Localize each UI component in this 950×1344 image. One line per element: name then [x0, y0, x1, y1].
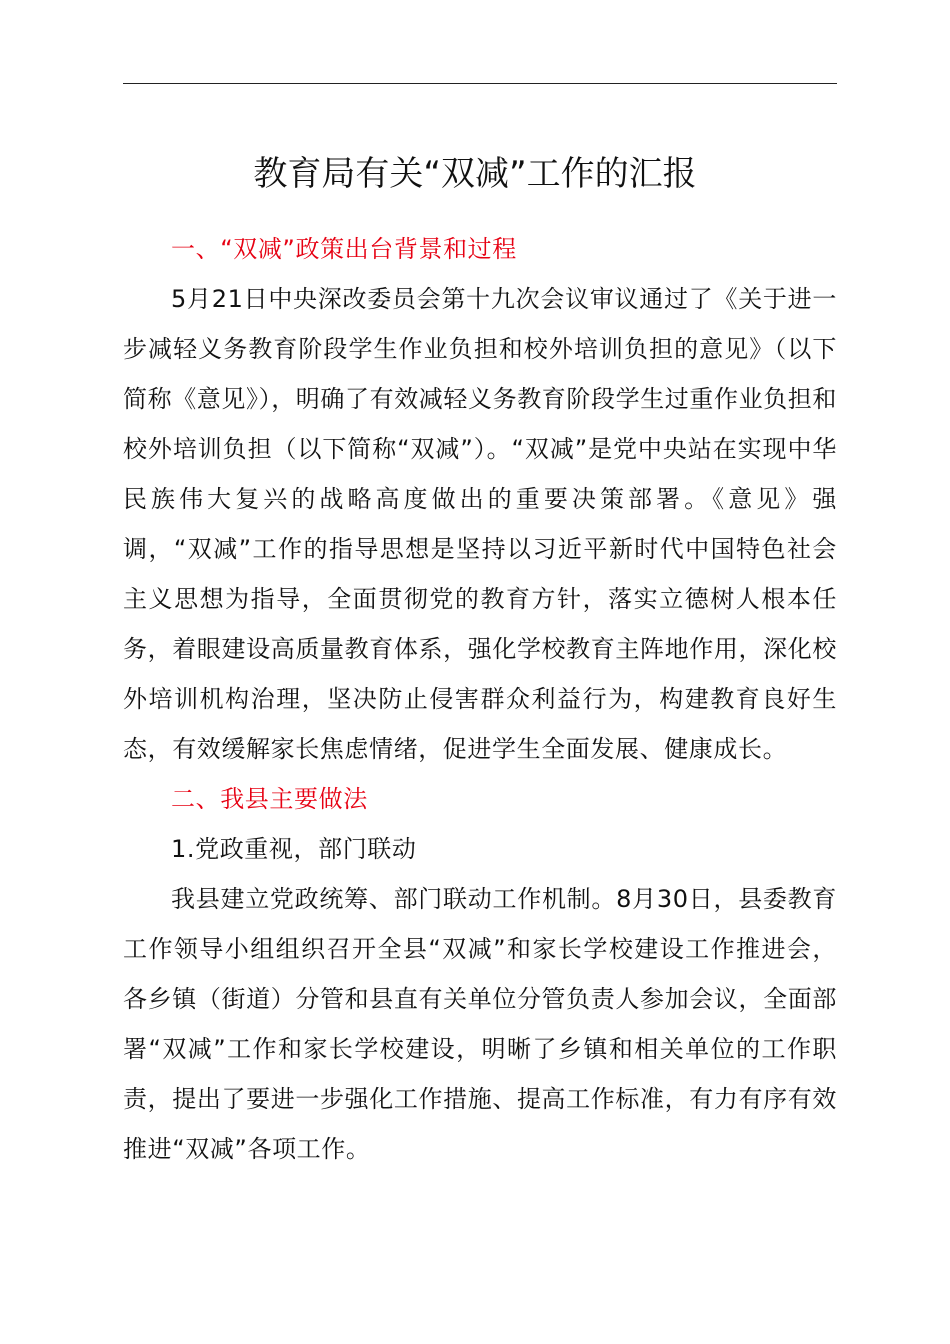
paragraph-measures: 我县建立党政统筹、部门联动工作机制。8月30日，县委教育工作领导小组组织召开全县“双减”和家长学校建设工作推进会，各乡镇（街道）分管和县直有关单位分管负责人参加会议，全面部署“双减”工作和家长学校建设，明晰了乡镇和相关单位的工作职责，提出了要进一步强化工作措施、提高工作标准，有力有序有效推进“双减”各项工作。 — [123, 885, 837, 1163]
paragraph-background: 5月21日中央深改委员会第十九次会议审议通过了《关于进一步减轻义务教育阶段学生作业负担和校外培训负担的意见》（以下简称《意见》），明确了有效减轻义务教育阶段学生过重作业负担和校外培训负担（以下简称“双减”）。“双减”是党中央站在实现中华民族伟大复兴的战略高度做出的重要决策部署。《意见》强调，“双减”工作的指导思想是坚持以习近平新时代中国特色社会主义思想为指导，全面贯彻党的教育方针，落实立德树人根本任务，着眼建设高质量教育体系，强化学校教育主阵地作用，深化校外培训机构治理，坚决防止侵害群众利益行为，构建教育良好生态，有效缓解家长焦虑情绪，促进学生全面发展、健康成长。 — [123, 285, 837, 763]
document-body — [123, 224, 837, 1174]
section-heading-2: 二、我县主要做法 — [171, 785, 368, 813]
subheading-1: 1.党政重视，部门联动 — [171, 835, 417, 863]
section-heading-1: 一、“双减”政策出台背景和过程 — [171, 235, 517, 263]
header-rule — [123, 83, 837, 84]
document-title: 教育局有关“双减”工作的汇报 — [253, 154, 697, 194]
